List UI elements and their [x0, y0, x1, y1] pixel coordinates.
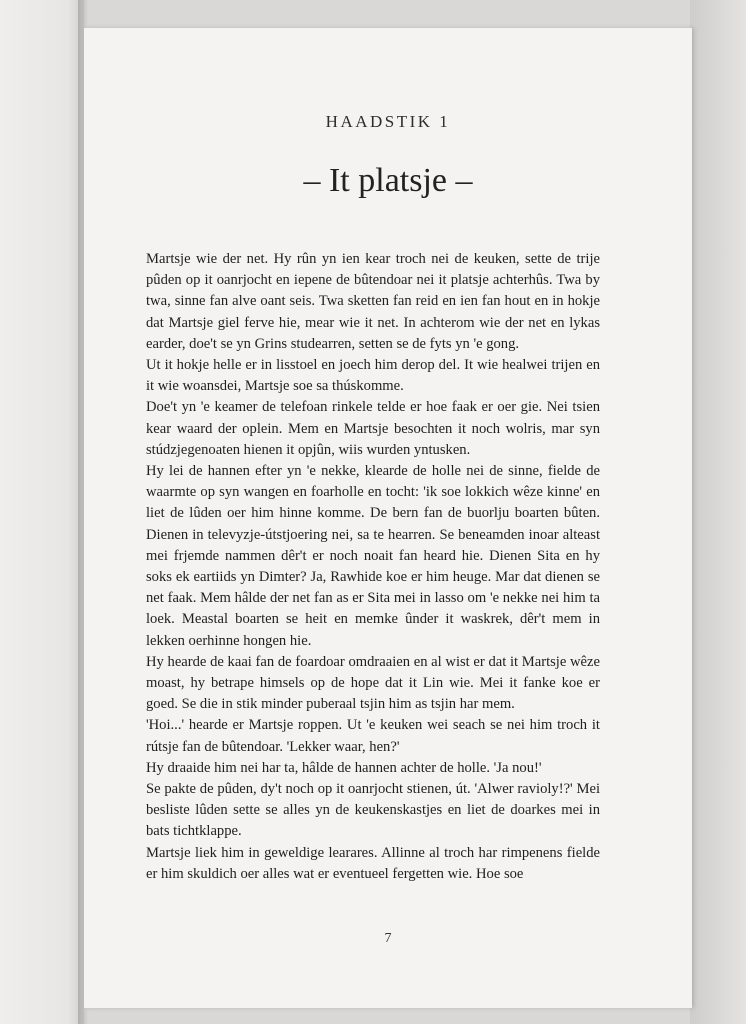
paragraph: Ut it hokje helle er in lisstoel en joech him derop del. It wie healwei trijen en it wie woansdei, Martsje soe sa thúskomme.: [146, 357, 600, 395]
chapter-label: HAADSTIK 1: [325, 112, 451, 131]
paragraph: Martsje wie der net. Hy rûn yn ien kear troch nei de keuken, sette de trije pûden op it oanrjocht en iepene de bûtendoar nei it platsje achterhûs. Twa by twa, sinne fan alve oant seis. Twa sketten fan reid en ien fan hout en in hokje dat Martsje giel ferve hie, mear wie it net. In achterom wie der net en lykas earder, doe't se yn Grins studearren, setten se de fyts yn 'e gong.: [146, 251, 600, 352]
book-page: [84, 28, 692, 1008]
paragraph: Doe't yn 'e keamer de telefoan rinkele telde er hoe faak er oer gie. Nei tsien kear waard der oplein. Mem en Martsje besochten it noch wolris, mar syn stúdzjegenoaten hienen it opjûn, wiis wurden yntusken.: [146, 399, 600, 458]
next-page-edge: [690, 0, 746, 1024]
paragraph: Martsje liek him in geweldige learares. Allinne al troch har rimpenens fielde er him skuldich oer alles wat er eventueel fergetten wie. Hoe soe: [146, 844, 600, 882]
chapter-title: – It platsje –: [303, 162, 473, 199]
paragraph: Hy hearde de kaai fan de foardoar omdraaien en al wist er dat it Martsje wêze moast, hy betrape himsels op de hope dat it Lin wie. Mei it fanke koe er goed. Se die in stik minder puberaal tsjin him as tsjin har mem.: [146, 653, 600, 713]
paragraph: Hy lei de hannen efter yn 'e nekke, klearde de holle nei de sinne, fielde de waarmte op syn wangen en foarholle en tocht: 'ik soe lokkich wêze kinne' en liet de lûden oer him hinne komme. De bern fan de buorlju boarten bûten. Dienen in televyzje-útstjoering nei, sa te hearren. Se beneamden inoar alteast mei frjemde nammen dêr't er noch noait fan heard hie. Dienen Sita en hy soks ek eartiids yn Dimter? Ja, Rawhide koe er him heuge. Mar dat dienen se net faak. Mem hâlde der net fan as er Sita mei in lasso om 'e nekke nei him ta loek. Meastal boarten se heit en memke ûnder it waskrek, dêr't mem in lekken oerhinne hongen hie.: [146, 463, 600, 649]
paragraph: Se pakte de pûden, dy't noch op it oanrjocht stienen, út. 'Alwer ravioly!?' Mei besliste lûden sette se alles yn de keukenskastjes en liet de doarkes mei in bats tichtklappe.: [146, 781, 600, 840]
body-text: [146, 249, 600, 885]
paragraph: Hy draaide him nei har ta, hâlde de hannen achter de holle. 'Ja nou!': [146, 759, 542, 776]
page-number: 7: [384, 931, 392, 946]
paragraph: 'Hoi...' hearde er Martsje roppen. Ut 'e keuken wei seach se nei him troch it rútsje fan de bûtendoar. 'Lekker waar, hen?': [146, 717, 600, 755]
left-page-edge: [0, 0, 84, 1024]
